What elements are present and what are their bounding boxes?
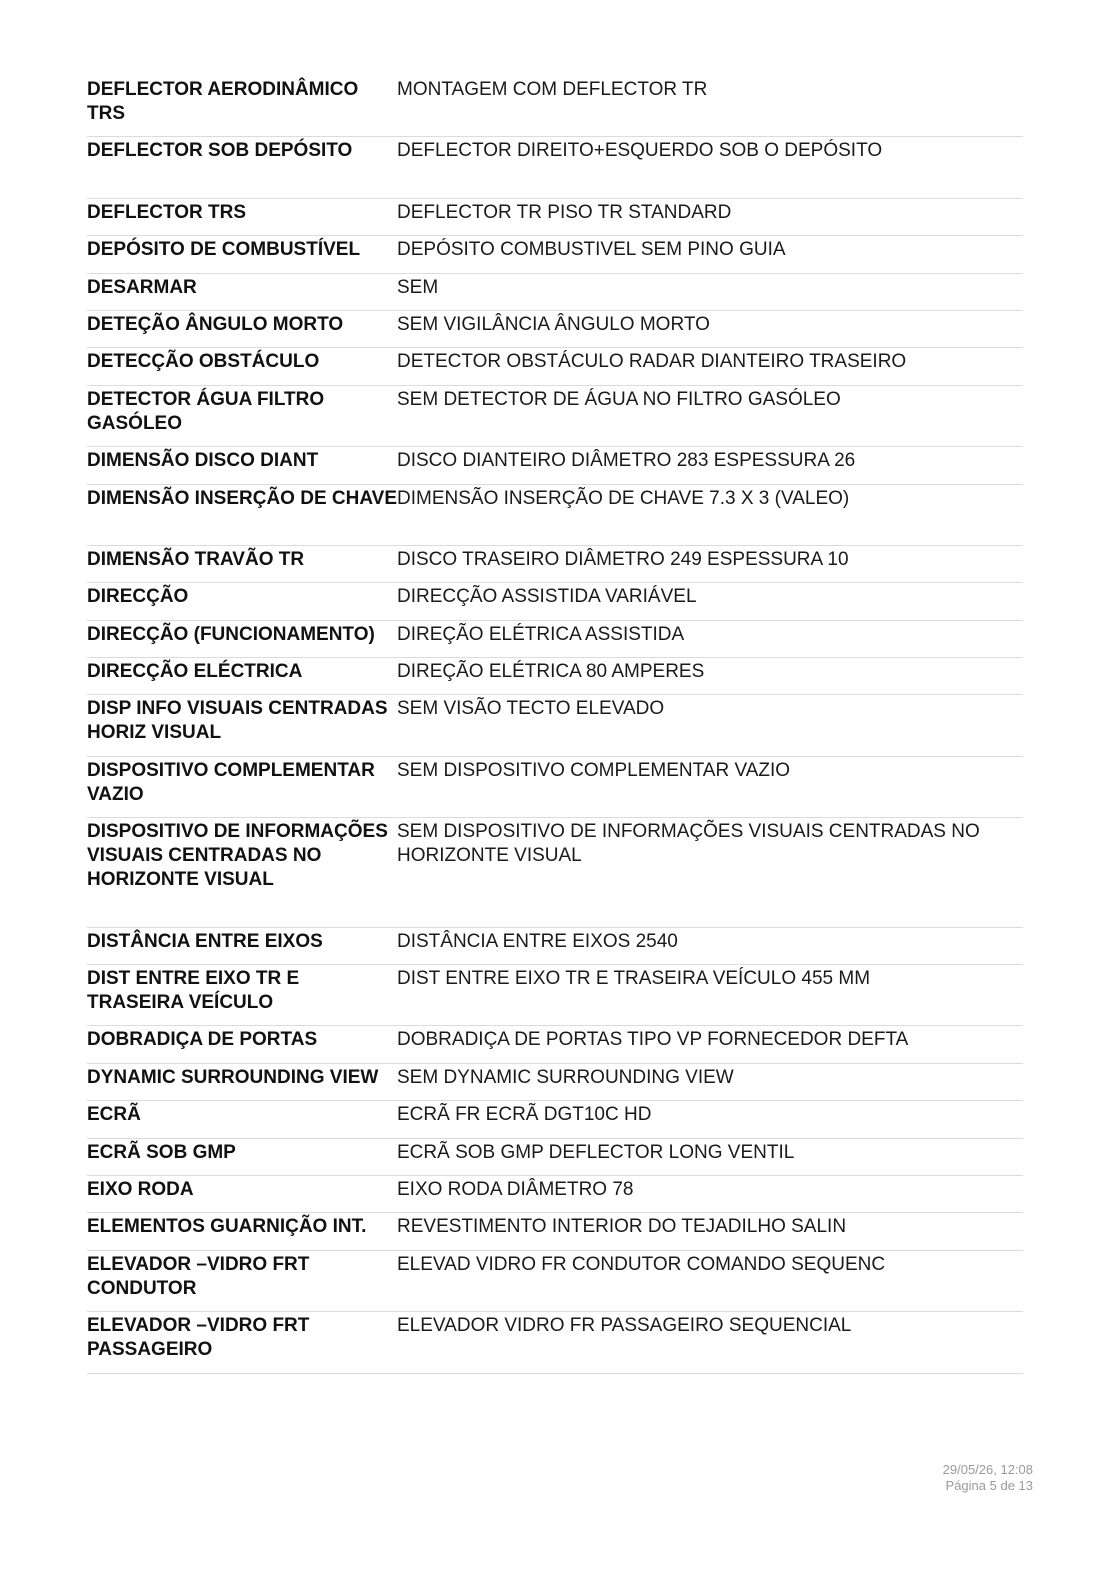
spec-label: ECRÃ [87,1104,141,1126]
spec-row [87,1026,1023,1063]
spec-label: DEFLECTOR SOB DEPÓSITO [87,140,353,162]
spec-label: EIXO RODA [87,1178,194,1200]
spec-label: DISPOSITIVO COMPLEMENTAR VAZIO [87,759,375,805]
spec-value: DIMENSÃO INSERÇÃO DE CHAVE 7.3 X 3 (VALEO) [397,487,850,509]
spec-value: SEM DETECTOR DE ÁGUA NO FILTRO GASÓLEO [397,388,841,410]
spec-value: DIREÇÃO ELÉTRICA ASSISTIDA [397,623,685,645]
spec-label: DEFLECTOR TRS [87,201,247,223]
spec-row [87,76,1023,137]
spec-label: ELEMENTOS GUARNIÇÃO INT. [87,1216,367,1238]
spec-label: DETECTOR ÁGUA FILTRO GASÓLEO [87,388,325,434]
spec-label: DIMENSÃO INSERÇÃO DE CHAVE [87,487,398,509]
spec-row [87,818,1023,927]
spec-label: DOBRADIÇA DE PORTAS [87,1029,318,1051]
spec-row [87,621,1023,658]
spec-value: MONTAGEM COM DEFLECTOR TR [397,79,708,100]
spec-row [87,757,1023,818]
spec-value: DOBRADIÇA DE PORTAS TIPO VP FORNECEDOR DEFTA [397,1029,909,1051]
spec-row [87,348,1023,385]
spec-value: SEM VISÃO TECTO ELEVADO [397,698,665,720]
spec-row [87,199,1023,236]
spec-value: ELEVAD VIDRO FR CONDUTOR COMANDO SEQUENC [397,1253,886,1275]
spec-label: DISTÂNCIA ENTRE EIXOS [87,930,323,952]
spec-label: DIRECÇÃO [87,586,189,608]
spec-label: DYNAMIC SURROUNDING VIEW [87,1066,379,1088]
spec-value: EIXO RODA DIÂMETRO 78 [397,1178,634,1200]
spec-label: DISP INFO VISUAIS CENTRADAS HORIZ VISUAL [87,698,388,744]
spec-table [87,76,1023,1374]
spec-value: SEM [397,276,439,298]
spec-label: DETECÇÃO OBSTÁCULO [87,351,320,373]
footer-page-number: Página 5 de 13 [945,1478,1033,1493]
spec-row [87,1139,1023,1176]
spec-value: ECRÃ FR ECRÃ DGT10C HD [397,1104,652,1126]
spec-row [87,928,1023,965]
spec-row [87,274,1023,311]
spec-row [87,236,1023,273]
spec-value: SEM DISPOSITIVO COMPLEMENTAR VAZIO [397,759,791,781]
spec-value: SEM DYNAMIC SURROUNDING VIEW [397,1066,734,1088]
spec-label: DEPÓSITO DE COMBUSTÍVEL [87,239,361,261]
spec-value: DISCO DIANTEIRO DIÂMETRO 283 ESPESSURA 26 [397,450,856,472]
spec-label: DIRECÇÃO (FUNCIONAMENTO) [87,623,375,645]
spec-value: DISTÂNCIA ENTRE EIXOS 2540 [397,930,678,952]
spec-label: DIST ENTRE EIXO TR E TRASEIRA VEÍCULO [87,968,300,1014]
spec-label: DIMENSÃO TRAVÃO TR [87,548,305,570]
spec-row [87,695,1023,756]
spec-row [87,658,1023,695]
spec-row [87,386,1023,447]
spec-row [87,1101,1023,1138]
spec-value: ELEVADOR VIDRO FR PASSAGEIRO SEQUENCIAL [397,1315,852,1337]
spec-value: DIREÇÃO ELÉTRICA 80 AMPERES [397,661,705,683]
spec-label: DIMENSÃO DISCO DIANT [87,450,319,472]
spec-value: DEPÓSITO COMBUSTIVEL SEM PINO GUIA [397,239,786,261]
spec-label: ELEVADOR –VIDRO FRT CONDUTOR [87,1253,310,1299]
spec-row [87,485,1023,546]
spec-row [87,1213,1023,1250]
spec-row [87,311,1023,348]
spec-row [87,1064,1023,1101]
spec-row [87,583,1023,620]
spec-label: DESARMAR [87,276,197,298]
spec-row [87,137,1023,198]
spec-value: ECRÃ SOB GMP DEFLECTOR LONG VENTIL [397,1141,795,1163]
spec-label: DIRECÇÃO ELÉCTRICA [87,661,303,683]
spec-row [87,1176,1023,1213]
spec-label: DEFLECTOR AERODINÂMICO TRS [87,79,359,124]
spec-label: ECRÃ SOB GMP [87,1141,236,1163]
spec-row [87,447,1023,484]
spec-value: DETECTOR OBSTÁCULO RADAR DIANTEIRO TRASEIRO [397,351,907,373]
spec-value: DISCO TRASEIRO DIÂMETRO 249 ESPESSURA 10 [397,548,849,570]
spec-row [87,1312,1023,1373]
spec-value: REVESTIMENTO INTERIOR DO TEJADILHO SALIN [397,1216,847,1238]
spec-value: SEM VIGILÂNCIA ÂNGULO MORTO [397,313,710,335]
spec-value: DEFLECTOR TR PISO TR STANDARD [397,201,732,223]
spec-value: DEFLECTOR DIREITO+ESQUERDO SOB O DEPÓSITO [397,140,883,162]
spec-value: DIRECÇÃO ASSISTIDA VARIÁVEL [397,586,697,608]
spec-row [87,546,1023,583]
spec-value: SEM DISPOSITIVO DE INFORMAÇÕES VISUAIS CENTRADAS NO HORIZONTE VISUAL [397,821,980,867]
spec-label: DETEÇÃO ÂNGULO MORTO [87,313,344,335]
spec-label: ELEVADOR –VIDRO FRT PASSAGEIRO [87,1315,310,1361]
spec-row [87,965,1023,1026]
spec-label: DISPOSITIVO DE INFORMAÇÕES VISUAIS CENTRADAS NO HORIZONTE VISUAL [87,821,388,891]
spec-row [87,1251,1023,1312]
page-footer [943,1462,1033,1494]
spec-value: DIST ENTRE EIXO TR E TRASEIRA VEÍCULO 455 MM [397,968,871,990]
footer-datetime: 29/05/26, 12:08 [942,1462,1033,1477]
